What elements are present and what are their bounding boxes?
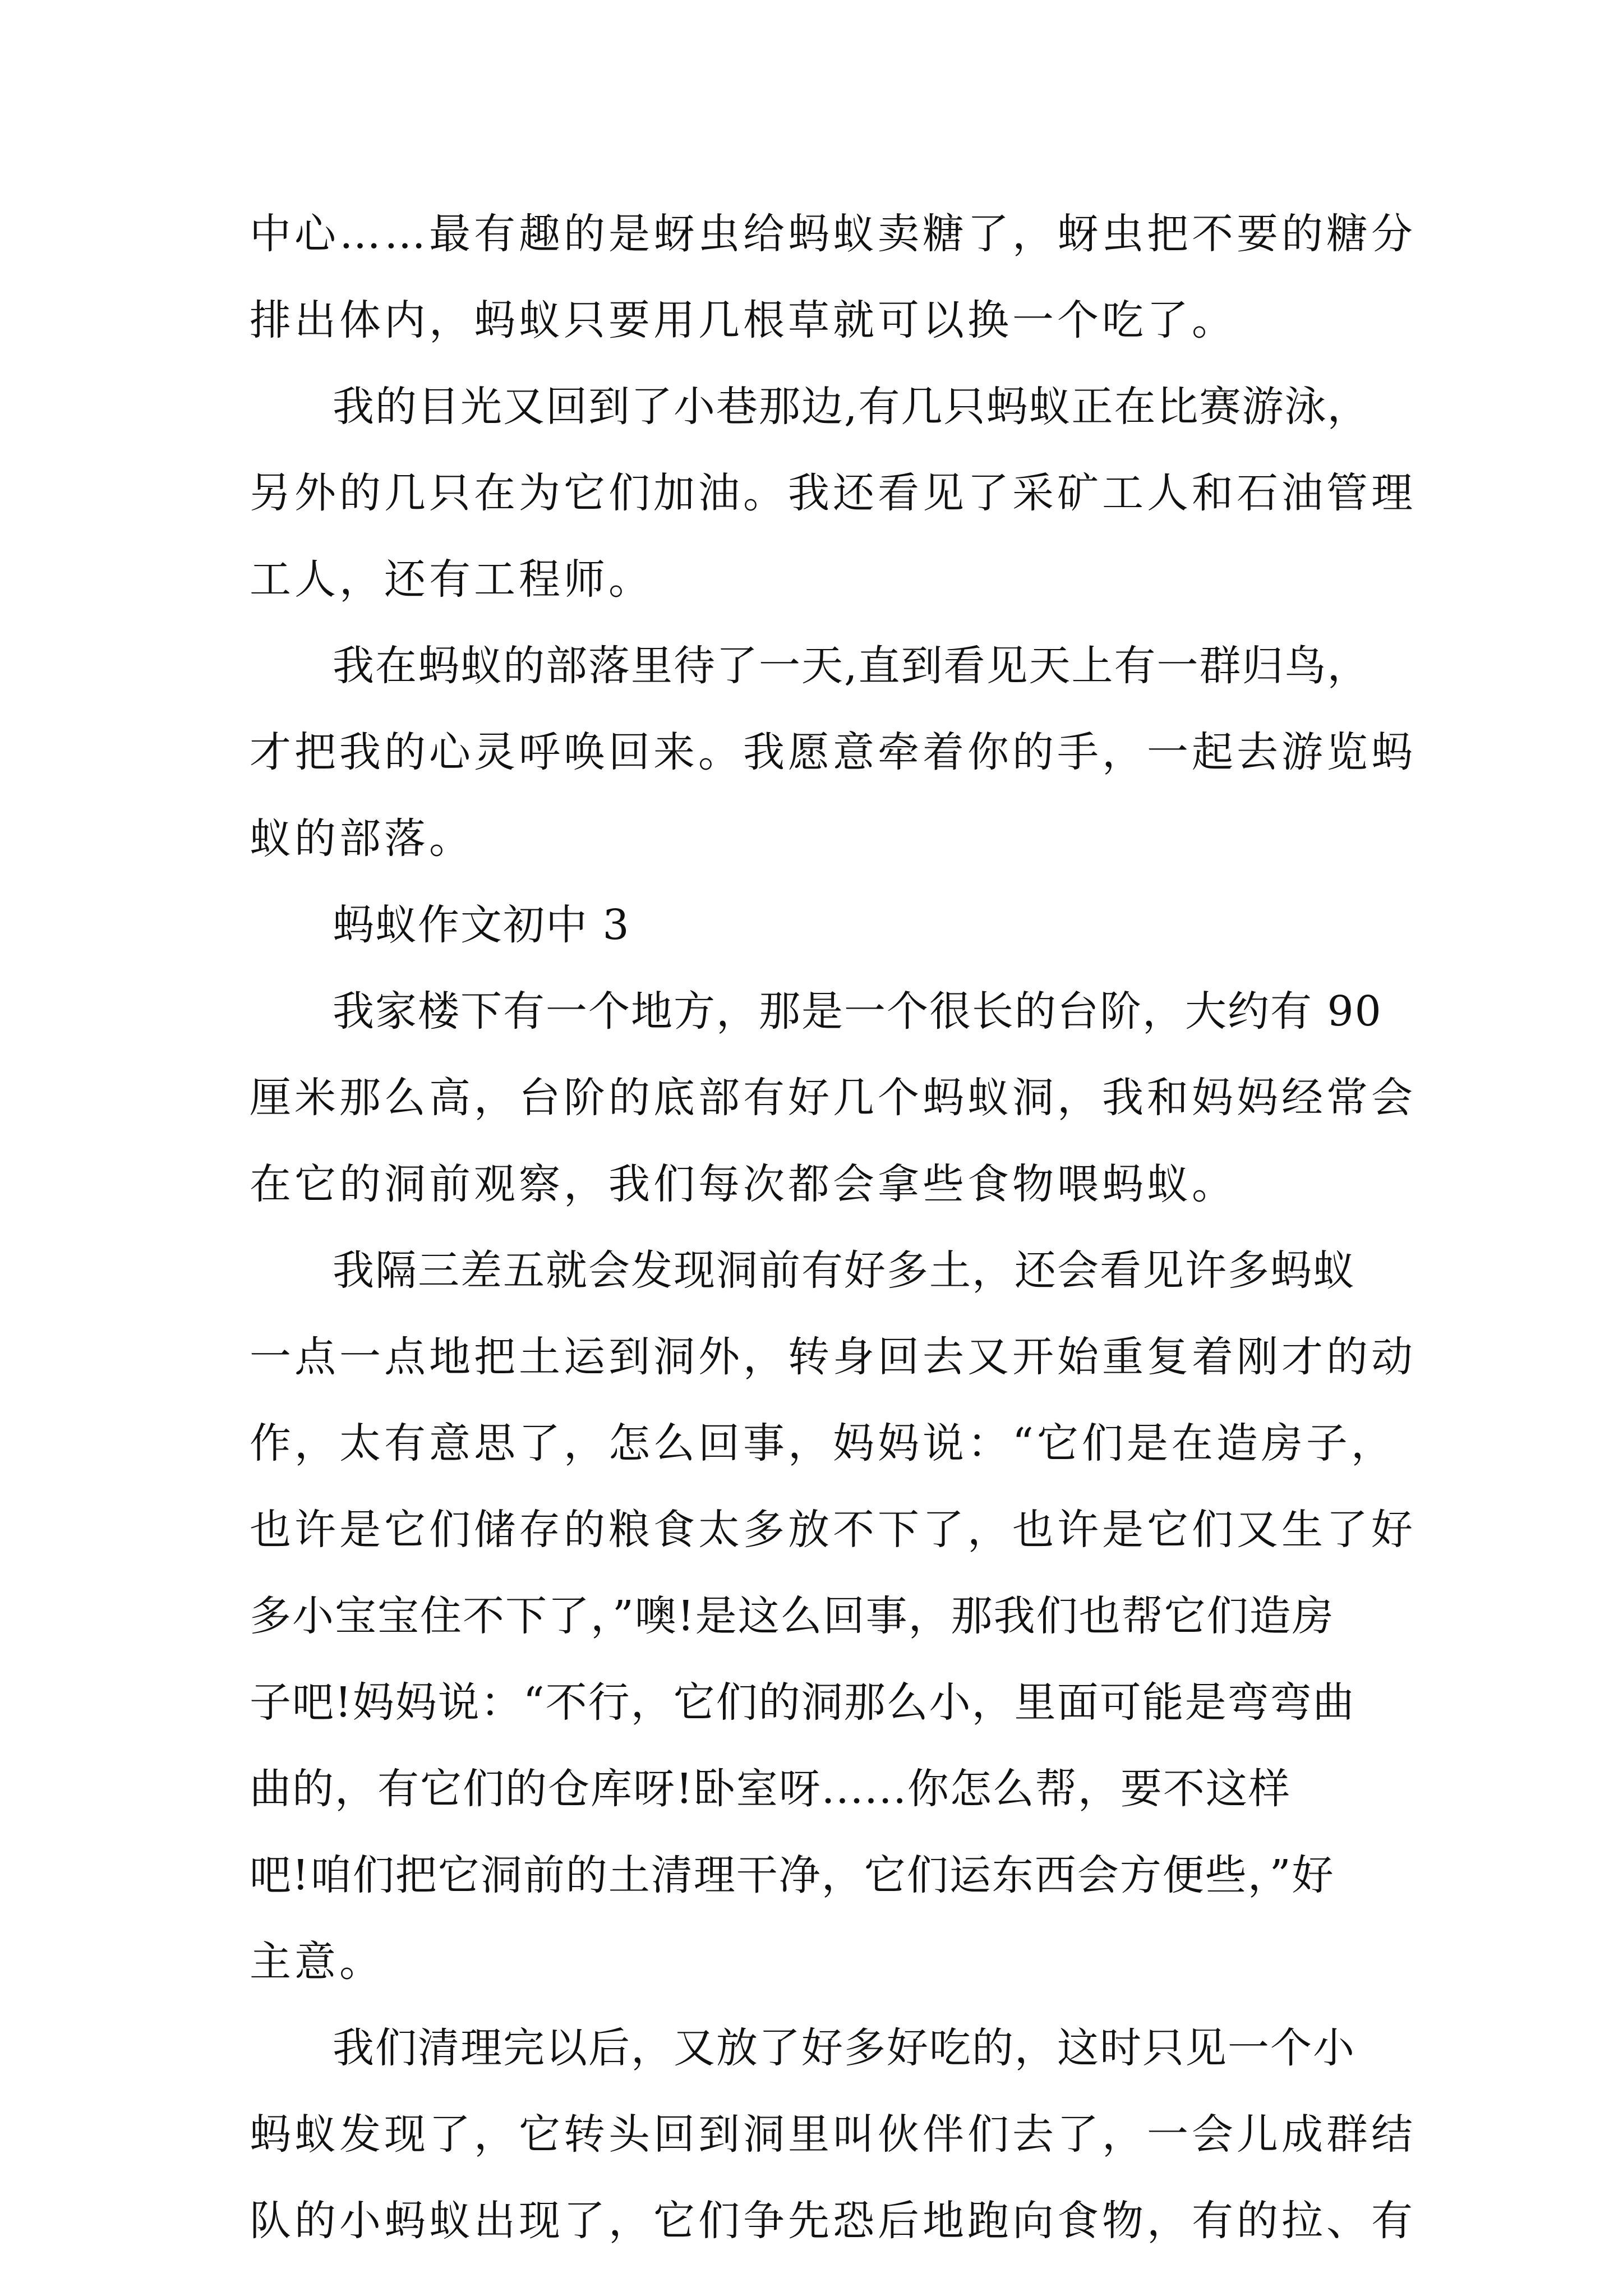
text-line: 主意。 — [250, 1938, 384, 1986]
text-line: 队的小蚂蚁出现了，它们争先恐后地跑向食物，有的拉、有 — [250, 2197, 1416, 2245]
paragraph-start-line: 我们清理完以后，又放了好多好吃的，这时只见一个小 — [333, 2024, 1355, 2072]
paragraph-start-line: 我隔三差五就会发现洞前有好多土，还会看见许多蚂蚁 — [333, 1246, 1355, 1295]
text-line: 工人，还有工程师。 — [250, 555, 653, 604]
text-line: 也许是它们储存的粮食太多放不下了，也许是它们又生了好 — [250, 1506, 1416, 1554]
section-heading: 蚂蚁作文初中 3 — [333, 901, 630, 949]
text-line: 中心……最有趣的是蚜虫给蚂蚁卖糖了，蚜虫把不要的糖分 — [250, 210, 1416, 258]
text-line: 蚁的部落。 — [250, 815, 474, 863]
text-line: 多小宝宝住不下了，”噢!是这么回事，那我们也帮它们造房 — [250, 1592, 1335, 1640]
body-text — [250, 191, 1427, 2264]
text-line: 排出体内，蚂蚁只要用几根草就可以换一个吃了。 — [250, 296, 1237, 344]
text-line: 在它的洞前观察，我们每次都会拿些食物喂蚂蚁。 — [250, 1160, 1237, 1208]
text-line: 蚂蚁发现了，它转头回到洞里叫伙伴们去了，一会儿成群结 — [250, 2110, 1416, 2159]
paragraph-start-line: 我的目光又回到了小巷那边,有几只蚂蚁正在比赛游泳， — [333, 383, 1370, 431]
text-line: 曲的，有它们的仓库呀!卧室呀......你怎么帮，要不这样 — [250, 1765, 1291, 1813]
text-line: 吧!咱们把它洞前的土清理干净，它们运东西会方便些，”好 — [250, 1851, 1335, 1899]
text-line: 另外的几只在为它们加油。我还看见了采矿工人和石油管理 — [250, 469, 1416, 517]
text-line: 子吧!妈妈说：“不行，它们的洞那么小，里面可能是弯弯曲 — [250, 1678, 1355, 1727]
paragraph-start-line: 我家楼下有一个地方，那是一个很长的台阶，大约有 90 — [333, 987, 1382, 1036]
text-line: 一点一点地把土运到洞外，转身回去又开始重复着刚才的动 — [250, 1333, 1416, 1381]
paragraph-start-line: 我在蚂蚁的部落里待了一天,直到看见天上有一群归鸟， — [333, 642, 1370, 690]
text-line: 作，太有意思了，怎么回事，妈妈说：“它们是在造房子， — [250, 1419, 1396, 1467]
text-line: 厘米那么高，台阶的底部有好几个蚂蚁洞，我和妈妈经常会 — [250, 1074, 1416, 1122]
text-line: 才把我的心灵呼唤回来。我愿意牵着你的手，一起去游览蚂 — [250, 728, 1416, 776]
